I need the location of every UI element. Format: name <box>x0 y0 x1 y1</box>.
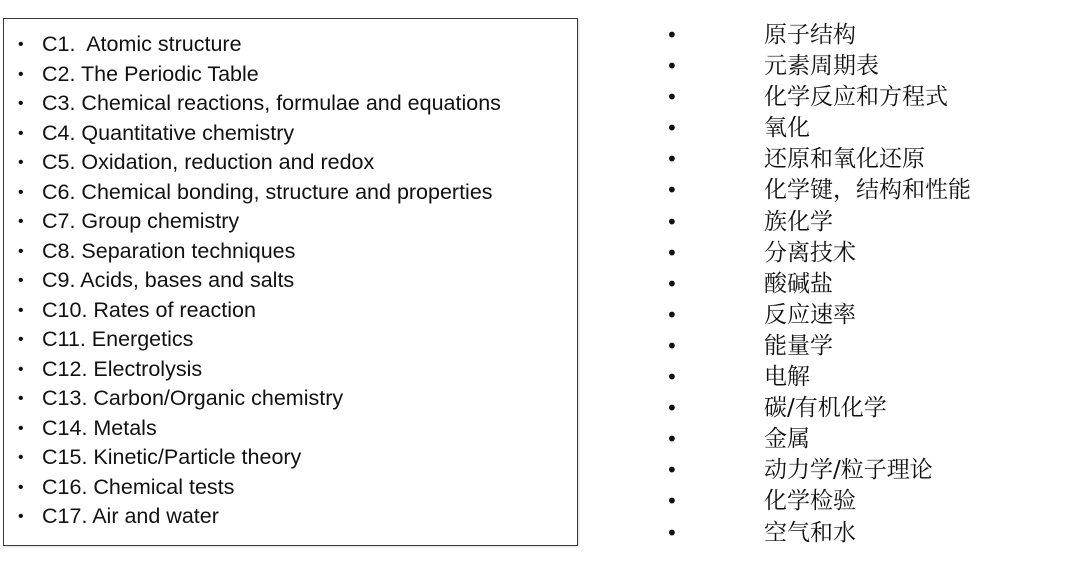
topic-label: 能量学 <box>764 332 833 359</box>
list-item <box>4 355 501 385</box>
bullet-icon: • <box>18 390 24 407</box>
english-topic-list <box>4 30 501 532</box>
topic-label: 化学反应和方程式 <box>764 84 948 111</box>
list-item <box>4 237 501 267</box>
topic-label: C2. The Periodic Table <box>42 61 259 86</box>
bullet-icon: • <box>18 65 24 83</box>
bullet-icon: • <box>18 301 24 319</box>
bullet-icon: • <box>666 489 678 514</box>
topic-label: C5. Oxidation, reduction and redox <box>42 150 375 174</box>
bullet-icon: • <box>666 520 678 545</box>
topic-label: 动力学/粒子理论 <box>764 457 933 484</box>
bullet-icon: • <box>18 360 24 378</box>
topic-label: C16. Chemical tests <box>42 474 235 499</box>
bullet-icon: • <box>18 331 24 348</box>
bullet-icon: • <box>666 271 678 296</box>
list-item <box>4 178 501 208</box>
topic-label: C6. Chemical bonding, structure and properties <box>42 179 493 204</box>
bullet-icon: • <box>666 209 678 234</box>
topic-label: C4. Quantitative chemistry <box>42 120 295 145</box>
bullet-icon: • <box>666 396 678 421</box>
topic-label: 化学检验 <box>764 488 856 515</box>
bullet-icon: • <box>18 183 24 201</box>
list-item <box>4 502 501 532</box>
topic-label: 碳/有机化学 <box>764 395 887 422</box>
bullet-icon: • <box>666 116 678 141</box>
bullet-icon: • <box>18 478 24 496</box>
bullet-icon: • <box>666 427 678 452</box>
bullet-icon: • <box>666 85 678 110</box>
bullet-icon: • <box>18 95 24 112</box>
list-item <box>4 296 501 326</box>
list-item <box>4 30 501 60</box>
bullet-icon: • <box>18 419 24 437</box>
bullet-icon: • <box>666 333 678 358</box>
topic-label: C12. Electrolysis <box>42 356 203 381</box>
list-item <box>4 443 501 473</box>
topic-label: C15. Kinetic/Particle theory <box>42 445 302 469</box>
bullet-icon: • <box>18 508 24 525</box>
bullet-icon: • <box>18 154 24 171</box>
topic-label: 分离技术 <box>764 239 856 266</box>
bullet-icon: • <box>666 23 678 47</box>
list-item <box>4 384 501 414</box>
bullet-icon: • <box>18 449 24 466</box>
list-item <box>4 89 501 119</box>
topic-label: 反应速率 <box>764 301 856 328</box>
bullet-icon: • <box>18 36 24 53</box>
bullet-icon: • <box>18 124 24 142</box>
list-item <box>4 207 501 237</box>
bullet-icon: • <box>666 458 678 483</box>
bullet-icon: • <box>666 178 678 203</box>
bullet-icon: • <box>666 240 678 265</box>
bullet-icon: • <box>18 213 24 230</box>
list-item <box>4 414 501 444</box>
topic-label: 酸碱盐 <box>764 270 833 297</box>
topic-label: C7. Group chemistry <box>42 209 240 233</box>
list-item <box>4 60 501 90</box>
list-item <box>4 148 501 178</box>
list-item <box>4 119 501 149</box>
topic-label: C1. Atomic structure <box>42 32 242 56</box>
list-item <box>4 325 501 355</box>
topic-label: 空气和水 <box>764 519 856 546</box>
topic-label: C10. Rates of reaction <box>42 297 256 322</box>
list-item <box>4 473 501 503</box>
bullet-icon: • <box>18 242 24 260</box>
topic-label: 原子结构 <box>764 22 856 48</box>
bullet-icon: • <box>666 54 678 79</box>
bullet-icon: • <box>18 272 24 289</box>
list-item <box>4 266 501 296</box>
topic-label: C8. Separation techniques <box>42 238 296 263</box>
topic-label: C17. Air and water <box>42 504 219 528</box>
bullet-icon: • <box>666 302 678 327</box>
topic-label: 电解 <box>764 364 810 391</box>
english-topics-box <box>3 18 578 546</box>
topic-label: C9. Acids, bases and salts <box>42 268 295 292</box>
topic-label: 氧化 <box>764 115 810 142</box>
topic-label: 族化学 <box>764 208 833 235</box>
bullet-icon: • <box>666 365 678 390</box>
topic-label: 化学键，结构和性能 <box>764 177 971 204</box>
topic-label: C11. Energetics <box>42 327 194 351</box>
bullet-icon: • <box>666 147 678 172</box>
topic-label: C14. Metals <box>42 415 157 440</box>
topic-label: C13. Carbon/Organic chemistry <box>42 386 344 410</box>
topic-label: 还原和氧化还原 <box>764 146 925 173</box>
topic-label: 元素周期表 <box>764 53 879 80</box>
topic-label: C3. Chemical reactions, formulae and equations <box>42 91 501 115</box>
topic-label: 金属 <box>764 426 810 453</box>
